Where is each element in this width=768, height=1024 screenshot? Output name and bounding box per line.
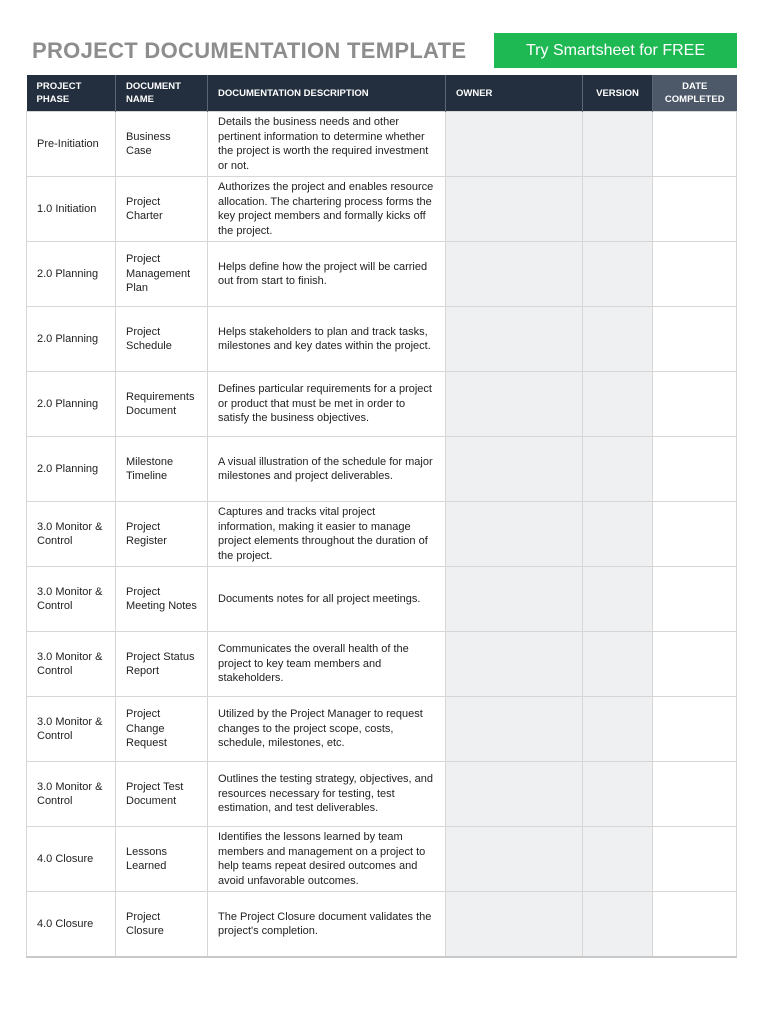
document-name-cell: Project Test Document [116, 762, 208, 827]
description-cell: The Project Closure document validates the project's completion. [208, 892, 446, 958]
column-header-document-name: DOCUMENT NAME [116, 75, 208, 112]
owner-cell[interactable] [446, 177, 583, 242]
table-row [27, 632, 737, 697]
document-name-cell: Business Case [116, 112, 208, 177]
document-name-cell: Project Change Request [116, 697, 208, 762]
date-completed-cell[interactable] [653, 892, 737, 958]
date-completed-cell[interactable] [653, 697, 737, 762]
version-cell[interactable] [583, 112, 653, 177]
owner-cell[interactable] [446, 242, 583, 307]
owner-cell[interactable] [446, 112, 583, 177]
date-completed-cell[interactable] [653, 177, 737, 242]
date-completed-cell[interactable] [653, 632, 737, 697]
description-cell: Utilized by the Project Manager to request changes to the project scope, costs, schedule, milestones, etc. [208, 697, 446, 762]
version-cell[interactable] [583, 762, 653, 827]
date-completed-cell[interactable] [653, 502, 737, 567]
version-cell[interactable] [583, 697, 653, 762]
owner-cell[interactable] [446, 892, 583, 958]
phase-cell: 2.0 Planning [27, 242, 116, 307]
phase-cell: 3.0 Monitor & Control [27, 632, 116, 697]
date-completed-cell[interactable] [653, 307, 737, 372]
table-row [27, 177, 737, 242]
document-name-cell: Project Charter [116, 177, 208, 242]
version-cell[interactable] [583, 437, 653, 502]
document-name-cell: Project Management Plan [116, 242, 208, 307]
description-cell: Documents notes for all project meetings. [208, 567, 446, 632]
documentation-table [26, 75, 737, 958]
table-row [27, 892, 737, 958]
owner-cell[interactable] [446, 567, 583, 632]
description-cell: Outlines the testing strategy, objectives, and resources necessary for testing, test estimation, and test deliverables. [208, 762, 446, 827]
phase-cell: 3.0 Monitor & Control [27, 762, 116, 827]
document-name-cell: Lessons Learned [116, 827, 208, 892]
document-name-cell: Project Meeting Notes [116, 567, 208, 632]
date-completed-cell[interactable] [653, 827, 737, 892]
description-cell: Captures and tracks vital project information, making it easier to manage project elements throughout the duration of the project. [208, 502, 446, 567]
table-row [27, 242, 737, 307]
description-cell: Communicates the overall health of the project to key team members and stakeholders. [208, 632, 446, 697]
column-header-version: VERSION [583, 75, 653, 112]
version-cell[interactable] [583, 307, 653, 372]
description-cell: Identifies the lessons learned by team members and management on a project to help teams repeat desired outcomes and avoid unfavorable outcomes. [208, 827, 446, 892]
document-name-cell: Project Schedule [116, 307, 208, 372]
description-cell: A visual illustration of the schedule for major milestones and project deliverables. [208, 437, 446, 502]
description-cell: Defines particular requirements for a project or product that must be met in order to satisfy the business objectives. [208, 372, 446, 437]
owner-cell[interactable] [446, 372, 583, 437]
date-completed-cell[interactable] [653, 437, 737, 502]
date-completed-cell[interactable] [653, 567, 737, 632]
table-header-row [27, 75, 737, 112]
date-completed-cell[interactable] [653, 112, 737, 177]
phase-cell: 3.0 Monitor & Control [27, 502, 116, 567]
phase-cell: 3.0 Monitor & Control [27, 697, 116, 762]
table-row [27, 567, 737, 632]
owner-cell[interactable] [446, 827, 583, 892]
version-cell[interactable] [583, 177, 653, 242]
version-cell[interactable] [583, 827, 653, 892]
document-name-cell: Project Closure [116, 892, 208, 958]
document-name-cell: Project Register [116, 502, 208, 567]
owner-cell[interactable] [446, 762, 583, 827]
table-row [27, 697, 737, 762]
version-cell[interactable] [583, 502, 653, 567]
owner-cell[interactable] [446, 437, 583, 502]
owner-cell[interactable] [446, 632, 583, 697]
description-cell: Helps stakeholders to plan and track tasks, milestones and key dates within the project. [208, 307, 446, 372]
phase-cell: 2.0 Planning [27, 437, 116, 502]
table-row [27, 827, 737, 892]
table-row [27, 112, 737, 177]
description-cell: Authorizes the project and enables resource allocation. The chartering process forms the key project members and formally kicks off the project. [208, 177, 446, 242]
version-cell[interactable] [583, 567, 653, 632]
owner-cell[interactable] [446, 502, 583, 567]
page-title: PROJECT DOCUMENTATION TEMPLATE [32, 38, 467, 63]
column-header-owner: OWNER [446, 75, 583, 112]
table-row [27, 437, 737, 502]
table-row [27, 372, 737, 437]
table-body [27, 112, 737, 958]
column-header-description: DOCUMENTATION DESCRIPTION [208, 75, 446, 112]
phase-cell: Pre-Initiation [27, 112, 116, 177]
version-cell[interactable] [583, 632, 653, 697]
column-header-phase: PROJECT PHASE [27, 75, 116, 112]
date-completed-cell[interactable] [653, 372, 737, 437]
phase-cell: 3.0 Monitor & Control [27, 567, 116, 632]
date-completed-cell[interactable] [653, 762, 737, 827]
phase-cell: 2.0 Planning [27, 372, 116, 437]
version-cell[interactable] [583, 242, 653, 307]
document-name-cell: Project Status Report [116, 632, 208, 697]
phase-cell: 4.0 Closure [27, 892, 116, 958]
date-completed-cell[interactable] [653, 242, 737, 307]
column-header-date-completed: DATE COMPLETED [653, 75, 737, 112]
phase-cell: 4.0 Closure [27, 827, 116, 892]
try-smartsheet-button[interactable]: Try Smartsheet for FREE [494, 33, 737, 68]
owner-cell[interactable] [446, 307, 583, 372]
table-row [27, 307, 737, 372]
table-row [27, 502, 737, 567]
table-row [27, 762, 737, 827]
phase-cell: 1.0 Initiation [27, 177, 116, 242]
phase-cell: 2.0 Planning [27, 307, 116, 372]
version-cell[interactable] [583, 372, 653, 437]
document-name-cell: Milestone Timeline [116, 437, 208, 502]
document-name-cell: Requirements Document [116, 372, 208, 437]
owner-cell[interactable] [446, 697, 583, 762]
description-cell: Helps define how the project will be carried out from start to finish. [208, 242, 446, 307]
description-cell: Details the business needs and other pertinent information to determine whether the project is worth the required investment or not. [208, 112, 446, 177]
version-cell[interactable] [583, 892, 653, 958]
